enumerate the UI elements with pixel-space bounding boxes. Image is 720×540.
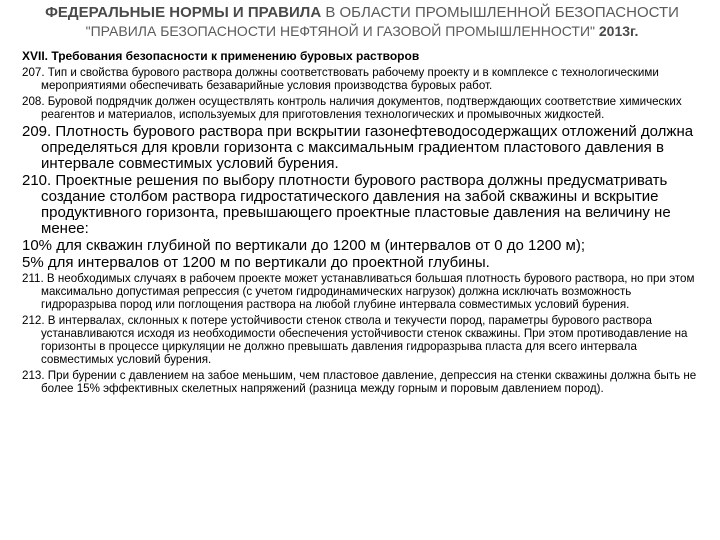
paragraph-210-item-2: 5% для интервалов от 1200 м по вертикали до проектной глубины. bbox=[22, 254, 490, 271]
paragraph-207: 207. Тип и свойства бурового раствора должны соответствовать рабочему проекту и в комплексе с технологическими мероприятиями обеспечивать безаварийные условия производства буровых работ. bbox=[22, 66, 659, 92]
paragraph-211: 211. В необходимых случаях в рабочем проекте может устанавливаться большая плотность бурового раствора, но при этом максимально допустимая репрессия (с учетом гидродинамических нагрузок) должна исключать возможность гидроразрыва пород или поглощения раствора на любой глубине интервала совместимых условий бурения. bbox=[22, 272, 695, 311]
header-subtitle: "ПРАВИЛА БЕЗОПАСНОСТИ НЕФТЯНОЙ И ГАЗОВОЙ ПРОМЫШЛЕННОСТИ" bbox=[85, 23, 599, 39]
header-title-bold: ФЕДЕРАЛЬНЫЕ НОРМЫ И ПРАВИЛА bbox=[45, 4, 322, 21]
paragraph-210-item-1: 10% для скважин глубиной по вертикали до 1200 м (интервалов от 0 до 1200 м); bbox=[22, 237, 586, 254]
header-title-rest: В ОБЛАСТИ ПРОМЫШЛЕННОЙ БЕЗОПАСНОСТИ bbox=[321, 4, 679, 21]
paragraph-208: 208. Буровой подрядчик должен осуществлять контроль наличия документов, подтверждающих соответствие химических реагентов и материалов, используемых для приготовления технологических и промывочных жидкостей. bbox=[22, 95, 682, 121]
paragraph-210: 210. Проектные решения по выбору плотности бурового раствора должны предусматривать создание столбом раствора гидростатического давления на забой скважины и вскрытие продуктивного горизонта, превышающего проектные пластовые давления на величину не менее: bbox=[22, 172, 671, 237]
header-line-2 bbox=[22, 22, 702, 40]
header-year: 2013г. bbox=[598, 23, 639, 39]
document-header bbox=[22, 0, 702, 40]
paragraph-212: 212. В интервалах, склонных к потере устойчивости стенок ствола и текучести пород, параметры бурового раствора устанавливаются исходя из необходимости обеспечения устойчивости стенок скважины. При этом противодавление на горизонты в процессе циркуляции не должно превышать давления гидроразрыва пласта для всего интервала совместимых условий бурения. bbox=[22, 314, 688, 366]
document-body bbox=[22, 49, 702, 395]
paragraph-209: 209. Плотность бурового раствора при вскрытии газонефтеводосодержащих отложений должна определяться для кровли горизонта с максимальным градиентом пластового давления в интервале совместимых условий бурения. bbox=[22, 123, 694, 172]
section-title: XVII. Требования безопасности к применению буровых растворов bbox=[22, 49, 420, 63]
header-line-1 bbox=[22, 4, 702, 22]
paragraph-213: 213. При бурении с давлением на забое меньшим, чем пластовое давление, депрессия на стенки скважины должна быть не более 15% эффективных скелетных напряжений (разница между горным и поровым давлением пород). bbox=[22, 369, 697, 395]
